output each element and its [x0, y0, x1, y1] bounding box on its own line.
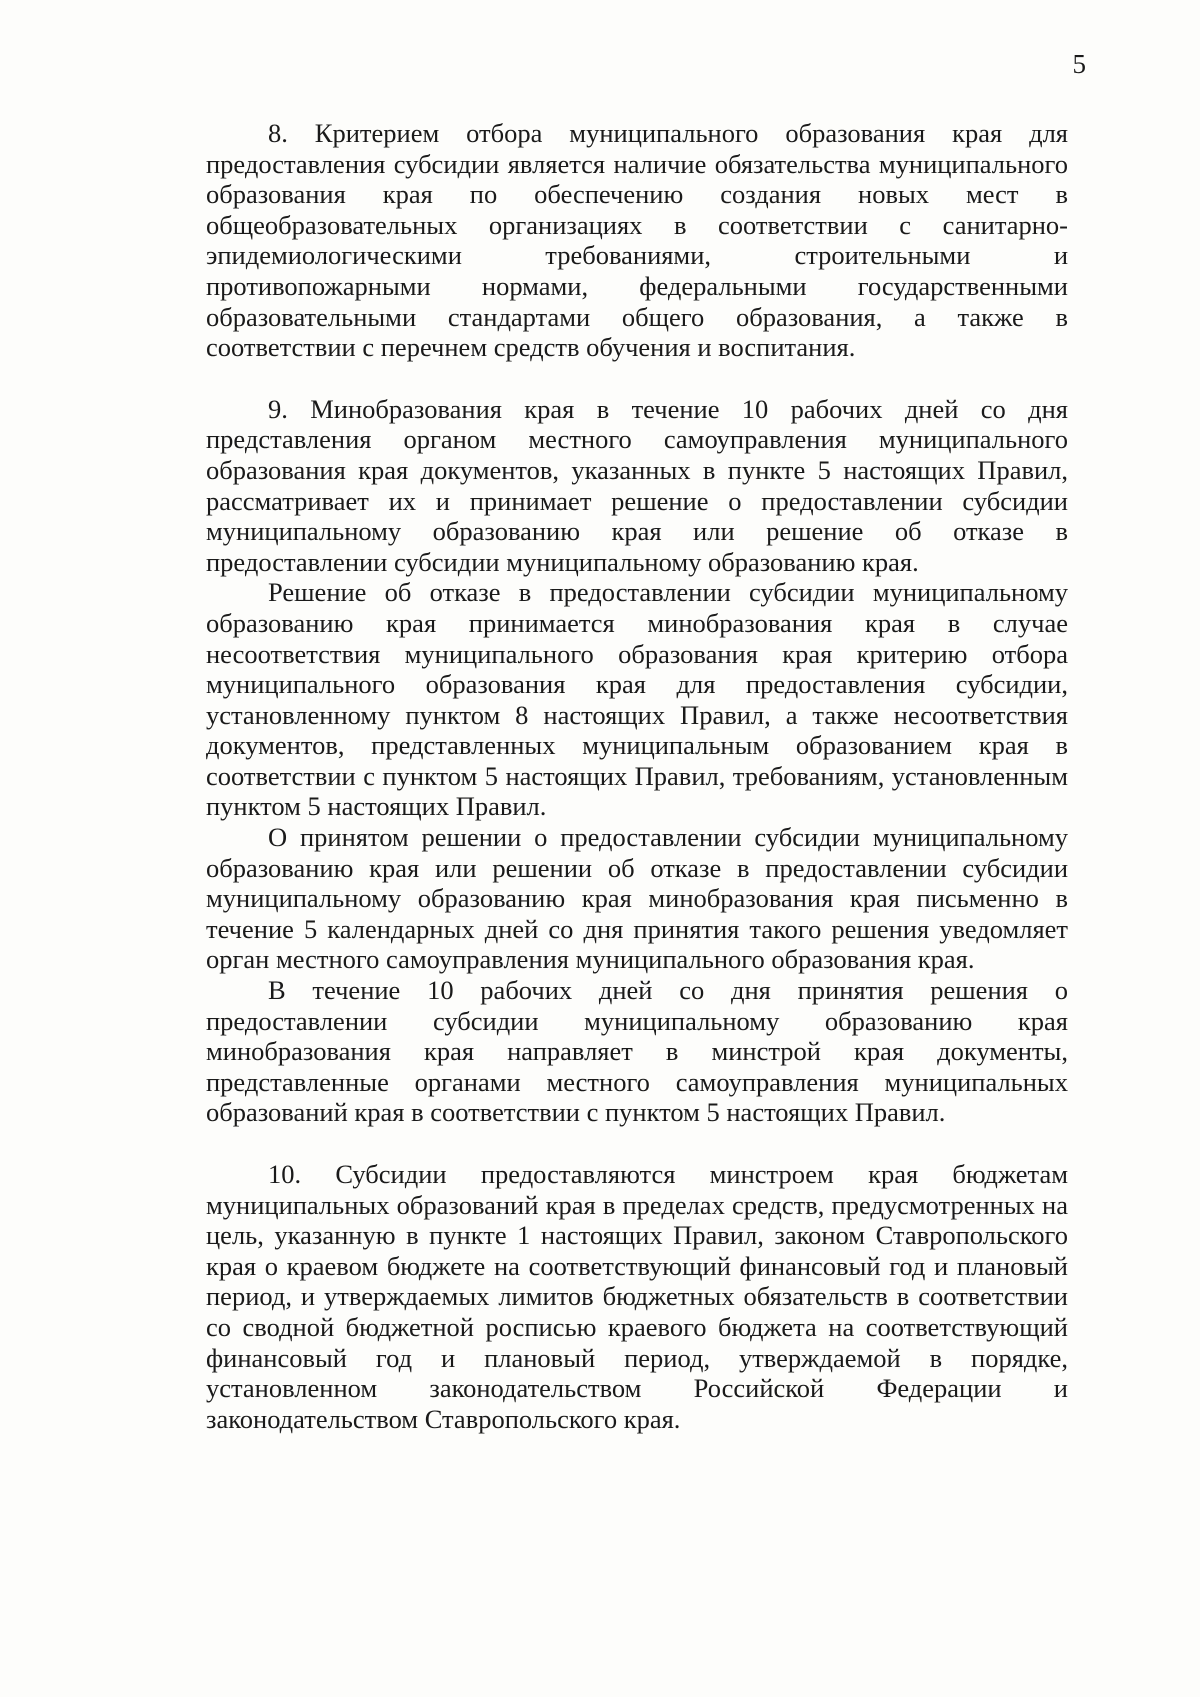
paragraph-clause-10: 10. Субсидии предоставляются минстроем края бюджетам муниципальных образований края в пределах средств, предусмотренных на цель, указанную в пункте 1 настоящих Правил, законом Ставропольского края о краевом бюджете на соответствующий финансовый год и плановый период, и утверждаемых лимитов бюджетных обязательств в соответствии со сводной бюджетной росписью краевого бюджета на соответствующий финансовый год и плановый период, утверждаемой в порядке, установленном законодательством Российской Федерации и законодательством Ставропольского края.	[206, 1159, 1068, 1434]
page-number: 5	[1072, 49, 1086, 79]
section-spacer	[206, 363, 1068, 394]
paragraph-document-transfer: В течение 10 рабочих дней со дня принятия решения о предоставлении субсидии муниципальному образованию края минобразования края направляет в минстрой края документы, представленные органами местного самоуправления муниципальных образований края в соответствии с пунктом 5 настоящих Правил.	[206, 975, 1068, 1128]
paragraph-clause-9: 9. Минобразования края в течение 10 рабочих дней со дня представления органом местного самоуправления муниципального образования края документов, указанных в пункте 5 настоящих Правил, рассматривает их и принимает решение о предоставлении субсидии муниципальному образованию края или решение об отказе в предоставлении субсидии муниципальному образованию края.	[206, 393, 1068, 577]
paragraph-clause-8: 8. Критерием отбора муниципального образования края для предоставления субсидии является наличие обязательства муниципального образования края по обеспечению создания новых мест в общеобразовательных организациях в соответствии с санитарно-эпидемиологическими требованиями, строительными и противопожарными нормами, федеральными государственными образовательными стандартами общего образования, а также в соответствии с перечнем средств обучения и воспитания.	[206, 118, 1068, 363]
document-body	[206, 118, 1068, 1434]
paragraph-refusal-decision: Решение об отказе в предоставлении субсидии муниципальному образованию края принимается минобразования края в случае несоответствия муниципального образования края критерию отбора муниципального образования края для предоставления субсидии, установленному пунктом 8 настоящих Правил, а также несоответствия документов, представленных муниципальным образованием края в соответствии с пунктом 5 настоящих Правил, требованиям, установленным пунктом 5 настоящих Правил.	[206, 577, 1068, 822]
paragraph-decision-notification: О принятом решении о предоставлении субсидии муниципальному образованию края или решении об отказе в предоставлении субсидии муниципальному образованию края минобразования края письменно в течение 5 календарных дней со дня принятия такого решения уведомляет орган местного самоуправления муниципального образования края.	[206, 822, 1068, 975]
section-spacer	[206, 1128, 1068, 1159]
